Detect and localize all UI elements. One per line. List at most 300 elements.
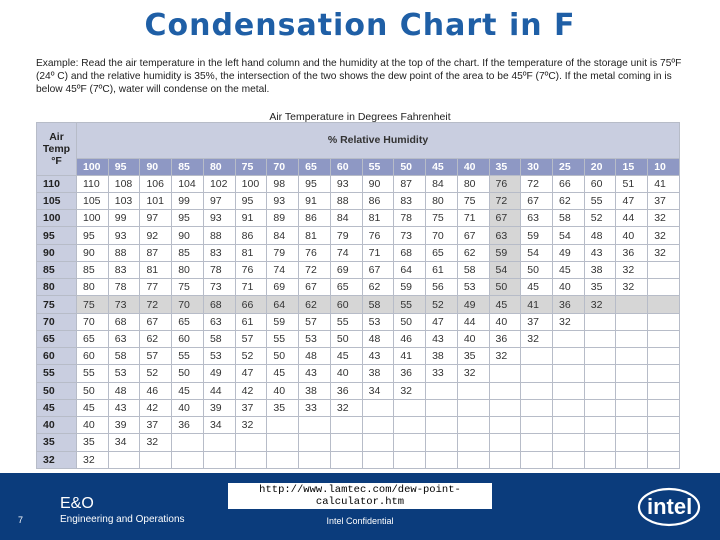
dew-point-cell: 42 <box>235 382 267 399</box>
dew-point-cell: 47 <box>235 365 267 382</box>
dew-point-cell: 35 <box>77 434 109 451</box>
empty-cell <box>267 417 299 434</box>
humidity-header-cell: 40 <box>457 158 489 175</box>
dew-point-cell: 78 <box>394 210 426 227</box>
dew-point-cell: 79 <box>330 227 362 244</box>
dew-point-cell: 73 <box>203 279 235 296</box>
dew-point-cell: 63 <box>489 227 521 244</box>
dew-point-cell: 76 <box>489 175 521 192</box>
empty-cell <box>108 451 140 468</box>
dew-point-cell: 34 <box>362 382 394 399</box>
example-text: Example: Read the air temperature in the left hand column and the humidity at the top of the chart. If the temperature of the storage unit is 75ºF (24º C) and the relative humidity is 35%, the intersection of the two shows the dew point of the area to be 45ºF (7ºC). If the metal coming in is below 45ºF (7ºC), water will condense on the metal. <box>36 58 682 95</box>
dew-point-cell: 44 <box>203 382 235 399</box>
dew-point-cell: 46 <box>394 330 426 347</box>
dew-point-cell: 69 <box>267 279 299 296</box>
empty-cell <box>457 382 489 399</box>
dew-point-cell: 93 <box>108 227 140 244</box>
dew-point-cell: 87 <box>140 244 172 261</box>
dew-point-cell: 57 <box>140 348 172 365</box>
dew-point-cell: 35 <box>584 279 616 296</box>
dew-point-cell: 71 <box>362 244 394 261</box>
empty-cell <box>267 434 299 451</box>
dew-point-cell: 40 <box>553 279 585 296</box>
dew-point-cell: 99 <box>172 193 204 210</box>
dew-point-cell: 32 <box>648 244 680 261</box>
intel-logo-text: intel <box>647 494 693 519</box>
air-temp-cell: 85 <box>37 261 77 278</box>
empty-cell <box>648 330 680 347</box>
empty-cell <box>553 399 585 416</box>
dew-point-cell: 78 <box>203 261 235 278</box>
empty-cell <box>616 348 648 365</box>
dew-point-cell: 36 <box>553 296 585 313</box>
dew-point-cell: 66 <box>553 175 585 192</box>
air-temp-cell: 55 <box>37 365 77 382</box>
dew-point-cell: 38 <box>362 365 394 382</box>
dew-point-cell: 75 <box>457 193 489 210</box>
empty-cell <box>584 417 616 434</box>
dew-point-cell: 37 <box>521 313 553 330</box>
dew-point-cell: 34 <box>203 417 235 434</box>
dew-point-cell: 50 <box>172 365 204 382</box>
empty-cell <box>394 451 426 468</box>
dew-point-cell: 41 <box>648 175 680 192</box>
empty-cell <box>616 296 648 313</box>
dew-point-cell: 35 <box>267 399 299 416</box>
empty-cell <box>616 434 648 451</box>
dew-point-cell: 60 <box>77 348 109 365</box>
dew-point-cell: 49 <box>203 365 235 382</box>
dew-point-cell: 70 <box>172 296 204 313</box>
dew-point-cell: 40 <box>457 330 489 347</box>
dew-point-cell: 67 <box>140 313 172 330</box>
dew-point-cell: 65 <box>172 313 204 330</box>
empty-cell <box>426 382 458 399</box>
dew-point-cell: 63 <box>521 210 553 227</box>
dew-point-cell: 90 <box>77 244 109 261</box>
dew-point-cell: 34 <box>108 434 140 451</box>
dew-point-cell: 102 <box>203 175 235 192</box>
air-temp-cell: 105 <box>37 193 77 210</box>
dew-point-cell: 39 <box>108 417 140 434</box>
dew-point-cell: 67 <box>521 193 553 210</box>
dew-point-cell: 85 <box>172 244 204 261</box>
dew-point-cell: 62 <box>140 330 172 347</box>
dew-point-cell: 68 <box>394 244 426 261</box>
dew-point-cell: 39 <box>203 399 235 416</box>
empty-cell <box>648 313 680 330</box>
dew-point-cell: 32 <box>489 348 521 365</box>
dew-point-cell: 40 <box>172 399 204 416</box>
dew-point-cell: 37 <box>140 417 172 434</box>
humidity-header-cell: 20 <box>584 158 616 175</box>
air-temp-cell: 50 <box>37 382 77 399</box>
empty-cell <box>457 434 489 451</box>
dew-point-cell: 62 <box>553 193 585 210</box>
dew-point-cell: 106 <box>140 175 172 192</box>
humidity-header-cell: 15 <box>616 158 648 175</box>
eo-logo: E&O <box>60 495 94 512</box>
condensation-table <box>36 122 680 469</box>
dew-point-cell: 49 <box>553 244 585 261</box>
dew-point-cell: 88 <box>203 227 235 244</box>
air-temp-header-line: Air <box>49 130 64 143</box>
dew-point-cell: 41 <box>394 348 426 365</box>
table-row <box>37 417 680 434</box>
dew-point-cell: 60 <box>172 330 204 347</box>
humidity-header-cell: 100 <box>77 158 109 175</box>
empty-cell <box>330 451 362 468</box>
dew-point-cell: 88 <box>108 244 140 261</box>
empty-cell <box>521 417 553 434</box>
air-temp-cell: 90 <box>37 244 77 261</box>
empty-cell <box>616 382 648 399</box>
humidity-header-cell: 45 <box>426 158 458 175</box>
dew-point-cell: 40 <box>330 365 362 382</box>
humidity-header-cell: 55 <box>362 158 394 175</box>
air-temp-cell: 100 <box>37 210 77 227</box>
empty-cell <box>521 382 553 399</box>
humidity-header-cell: 60 <box>330 158 362 175</box>
dew-point-cell: 40 <box>77 417 109 434</box>
dew-point-cell: 41 <box>521 296 553 313</box>
humidity-header-cell: 95 <box>108 158 140 175</box>
dew-point-cell: 83 <box>394 193 426 210</box>
empty-cell <box>553 451 585 468</box>
dew-point-cell: 84 <box>267 227 299 244</box>
dew-point-cell: 61 <box>426 261 458 278</box>
empty-cell <box>584 382 616 399</box>
dew-point-cell: 88 <box>330 193 362 210</box>
dew-point-cell: 55 <box>267 330 299 347</box>
slide-title: Condensation Chart in F <box>144 8 576 43</box>
empty-cell <box>553 348 585 365</box>
empty-cell <box>489 365 521 382</box>
table-row <box>37 382 680 399</box>
eo-logo-subtitle: Engineering and Operations <box>60 514 185 525</box>
dew-point-cell: 33 <box>426 365 458 382</box>
dew-point-cell: 86 <box>362 193 394 210</box>
dew-point-cell: 42 <box>140 399 172 416</box>
dew-point-cell: 45 <box>330 348 362 365</box>
dew-point-cell: 89 <box>267 210 299 227</box>
empty-cell <box>616 330 648 347</box>
dew-point-cell: 67 <box>299 279 331 296</box>
air-temp-header <box>37 123 77 176</box>
dew-point-cell: 40 <box>616 227 648 244</box>
dew-point-cell: 32 <box>616 261 648 278</box>
dew-point-cell: 91 <box>235 210 267 227</box>
dew-point-cell: 75 <box>77 296 109 313</box>
dew-point-cell: 38 <box>299 382 331 399</box>
empty-cell <box>299 434 331 451</box>
table-row <box>37 261 680 278</box>
empty-cell <box>521 365 553 382</box>
table-row <box>37 175 680 192</box>
dew-point-cell: 43 <box>426 330 458 347</box>
dew-point-cell: 71 <box>457 210 489 227</box>
dew-point-cell: 53 <box>203 348 235 365</box>
dew-point-cell: 32 <box>140 434 172 451</box>
dew-point-cell: 32 <box>330 399 362 416</box>
dew-point-cell: 72 <box>521 175 553 192</box>
dew-point-cell: 63 <box>108 330 140 347</box>
dew-point-cell: 45 <box>489 296 521 313</box>
empty-cell <box>616 417 648 434</box>
empty-cell <box>648 382 680 399</box>
dew-point-cell: 80 <box>172 261 204 278</box>
dew-point-cell: 36 <box>394 365 426 382</box>
dew-point-cell: 57 <box>235 330 267 347</box>
dew-point-cell: 72 <box>299 261 331 278</box>
table-row <box>37 244 680 261</box>
empty-cell <box>394 399 426 416</box>
empty-cell <box>426 417 458 434</box>
dew-point-cell: 72 <box>140 296 172 313</box>
dew-point-cell: 104 <box>172 175 204 192</box>
dew-point-cell: 85 <box>77 261 109 278</box>
dew-point-cell: 65 <box>77 330 109 347</box>
empty-cell <box>553 417 585 434</box>
empty-cell <box>457 417 489 434</box>
empty-cell <box>648 451 680 468</box>
empty-cell <box>648 434 680 451</box>
dew-point-cell: 50 <box>521 261 553 278</box>
dew-point-cell: 59 <box>394 279 426 296</box>
dew-point-cell: 73 <box>394 227 426 244</box>
empty-cell <box>616 399 648 416</box>
source-url-link[interactable]: http://www.lamtec.com/dew-point-calculator.htm <box>228 483 492 509</box>
dew-point-cell: 97 <box>140 210 172 227</box>
air-temp-cell: 40 <box>37 417 77 434</box>
dew-point-cell: 67 <box>489 210 521 227</box>
table-row <box>37 279 680 296</box>
dew-point-cell: 92 <box>140 227 172 244</box>
dew-point-cell: 53 <box>457 279 489 296</box>
dew-point-cell: 49 <box>457 296 489 313</box>
empty-cell <box>616 451 648 468</box>
dew-point-cell: 35 <box>457 348 489 365</box>
dew-point-cell: 76 <box>235 261 267 278</box>
empty-cell <box>584 399 616 416</box>
dew-point-cell: 101 <box>140 193 172 210</box>
table-row <box>37 330 680 347</box>
dew-point-cell: 62 <box>457 244 489 261</box>
dew-point-cell: 103 <box>108 193 140 210</box>
empty-cell <box>362 451 394 468</box>
dew-point-cell: 52 <box>426 296 458 313</box>
dew-point-cell: 71 <box>235 279 267 296</box>
table-row <box>37 296 680 313</box>
dew-point-cell: 75 <box>426 210 458 227</box>
dew-point-cell: 58 <box>362 296 394 313</box>
dew-point-cell: 57 <box>299 313 331 330</box>
dew-point-cell: 67 <box>362 261 394 278</box>
dew-point-cell: 76 <box>299 244 331 261</box>
dew-point-cell: 78 <box>108 279 140 296</box>
dew-point-cell: 80 <box>457 175 489 192</box>
empty-cell <box>457 451 489 468</box>
empty-cell <box>362 417 394 434</box>
dew-point-cell: 50 <box>394 313 426 330</box>
relative-humidity-header: % Relative Humidity <box>77 123 680 159</box>
air-temp-cell: 75 <box>37 296 77 313</box>
dew-point-cell: 55 <box>77 365 109 382</box>
empty-cell <box>584 365 616 382</box>
dew-point-cell: 74 <box>267 261 299 278</box>
empty-cell <box>648 279 680 296</box>
dew-point-cell: 40 <box>267 382 299 399</box>
air-temp-cell: 35 <box>37 434 77 451</box>
dew-point-cell: 53 <box>362 313 394 330</box>
air-temp-cell: 70 <box>37 313 77 330</box>
dew-point-cell: 95 <box>172 210 204 227</box>
dew-point-cell: 38 <box>426 348 458 365</box>
dew-point-cell: 56 <box>426 279 458 296</box>
empty-cell <box>648 261 680 278</box>
empty-cell <box>584 313 616 330</box>
air-temp-cell: 80 <box>37 279 77 296</box>
empty-cell <box>648 417 680 434</box>
dew-point-cell: 55 <box>330 313 362 330</box>
table-row <box>37 434 680 451</box>
empty-cell <box>616 365 648 382</box>
dew-point-cell: 55 <box>584 193 616 210</box>
table-row <box>37 210 680 227</box>
dew-point-cell: 32 <box>394 382 426 399</box>
dew-point-cell: 81 <box>140 261 172 278</box>
dew-point-cell: 58 <box>108 348 140 365</box>
empty-cell <box>330 434 362 451</box>
table-row <box>37 348 680 365</box>
dew-point-cell: 68 <box>108 313 140 330</box>
empty-cell <box>172 434 204 451</box>
empty-cell <box>489 399 521 416</box>
dew-point-cell: 32 <box>584 296 616 313</box>
dew-point-cell: 93 <box>330 175 362 192</box>
dew-point-cell: 58 <box>203 330 235 347</box>
empty-cell <box>426 434 458 451</box>
dew-point-cell: 45 <box>553 261 585 278</box>
empty-cell <box>394 434 426 451</box>
empty-cell <box>553 330 585 347</box>
empty-cell <box>299 417 331 434</box>
humidity-header-cell: 75 <box>235 158 267 175</box>
empty-cell <box>235 451 267 468</box>
dew-point-cell: 32 <box>235 417 267 434</box>
dew-point-cell: 32 <box>648 210 680 227</box>
dew-point-cell: 48 <box>584 227 616 244</box>
dew-point-cell: 32 <box>616 279 648 296</box>
air-temp-cell: 65 <box>37 330 77 347</box>
table-row <box>37 365 680 382</box>
dew-point-cell: 45 <box>267 365 299 382</box>
dew-point-cell: 60 <box>330 296 362 313</box>
table-row <box>37 227 680 244</box>
dew-point-cell: 53 <box>299 330 331 347</box>
humidity-header-cell: 90 <box>140 158 172 175</box>
empty-cell <box>140 451 172 468</box>
dew-point-cell: 59 <box>489 244 521 261</box>
air-temp-header-line: °F <box>51 154 62 167</box>
dew-point-cell: 62 <box>362 279 394 296</box>
dew-point-cell: 37 <box>235 399 267 416</box>
dew-point-cell: 45 <box>172 382 204 399</box>
dew-point-cell: 43 <box>299 365 331 382</box>
dew-point-cell: 95 <box>235 193 267 210</box>
dew-point-cell: 48 <box>362 330 394 347</box>
intel-logo-icon <box>637 487 701 527</box>
empty-cell <box>521 348 553 365</box>
empty-cell <box>521 451 553 468</box>
humidity-header-cell: 10 <box>648 158 680 175</box>
dew-point-cell: 84 <box>426 175 458 192</box>
dew-point-cell: 58 <box>553 210 585 227</box>
dew-point-cell: 50 <box>267 348 299 365</box>
empty-cell <box>426 399 458 416</box>
empty-cell <box>362 399 394 416</box>
table-row <box>37 313 680 330</box>
dew-point-cell: 81 <box>299 227 331 244</box>
empty-cell <box>648 296 680 313</box>
empty-cell <box>330 417 362 434</box>
empty-cell <box>584 348 616 365</box>
table-caption: Air Temperature in Degrees Fahrenheit <box>269 111 451 123</box>
dew-point-cell: 60 <box>584 175 616 192</box>
dew-point-cell: 86 <box>235 227 267 244</box>
confidential-label: Intel Confidential <box>326 516 394 526</box>
dew-point-cell: 65 <box>426 244 458 261</box>
dew-point-cell: 81 <box>362 210 394 227</box>
dew-point-cell: 43 <box>584 244 616 261</box>
empty-cell <box>584 330 616 347</box>
empty-cell <box>553 382 585 399</box>
humidity-header-cell: 30 <box>521 158 553 175</box>
empty-cell <box>394 417 426 434</box>
dew-point-cell: 87 <box>394 175 426 192</box>
dew-point-cell: 81 <box>235 244 267 261</box>
empty-cell <box>267 451 299 468</box>
dew-point-cell: 64 <box>267 296 299 313</box>
dew-point-cell: 43 <box>108 399 140 416</box>
dew-point-cell: 74 <box>330 244 362 261</box>
dew-point-cell: 99 <box>108 210 140 227</box>
table-row <box>37 399 680 416</box>
humidity-header-cell: 65 <box>299 158 331 175</box>
empty-cell <box>648 399 680 416</box>
dew-point-cell: 54 <box>489 261 521 278</box>
dew-point-cell: 62 <box>299 296 331 313</box>
dew-point-cell: 38 <box>584 261 616 278</box>
dew-point-cell: 66 <box>235 296 267 313</box>
dew-point-cell: 54 <box>553 227 585 244</box>
empty-cell <box>489 382 521 399</box>
humidity-header-cell: 70 <box>267 158 299 175</box>
dew-point-cell: 90 <box>362 175 394 192</box>
dew-point-cell: 58 <box>457 261 489 278</box>
dew-point-cell: 84 <box>330 210 362 227</box>
dew-point-cell: 80 <box>426 193 458 210</box>
dew-point-cell: 46 <box>140 382 172 399</box>
empty-cell <box>235 434 267 451</box>
empty-cell <box>521 399 553 416</box>
dew-point-cell: 70 <box>77 313 109 330</box>
air-temp-cell: 32 <box>37 451 77 468</box>
humidity-header-cell: 25 <box>553 158 585 175</box>
dew-point-cell: 51 <box>616 175 648 192</box>
dew-point-cell: 55 <box>394 296 426 313</box>
footer-bar <box>0 473 720 540</box>
